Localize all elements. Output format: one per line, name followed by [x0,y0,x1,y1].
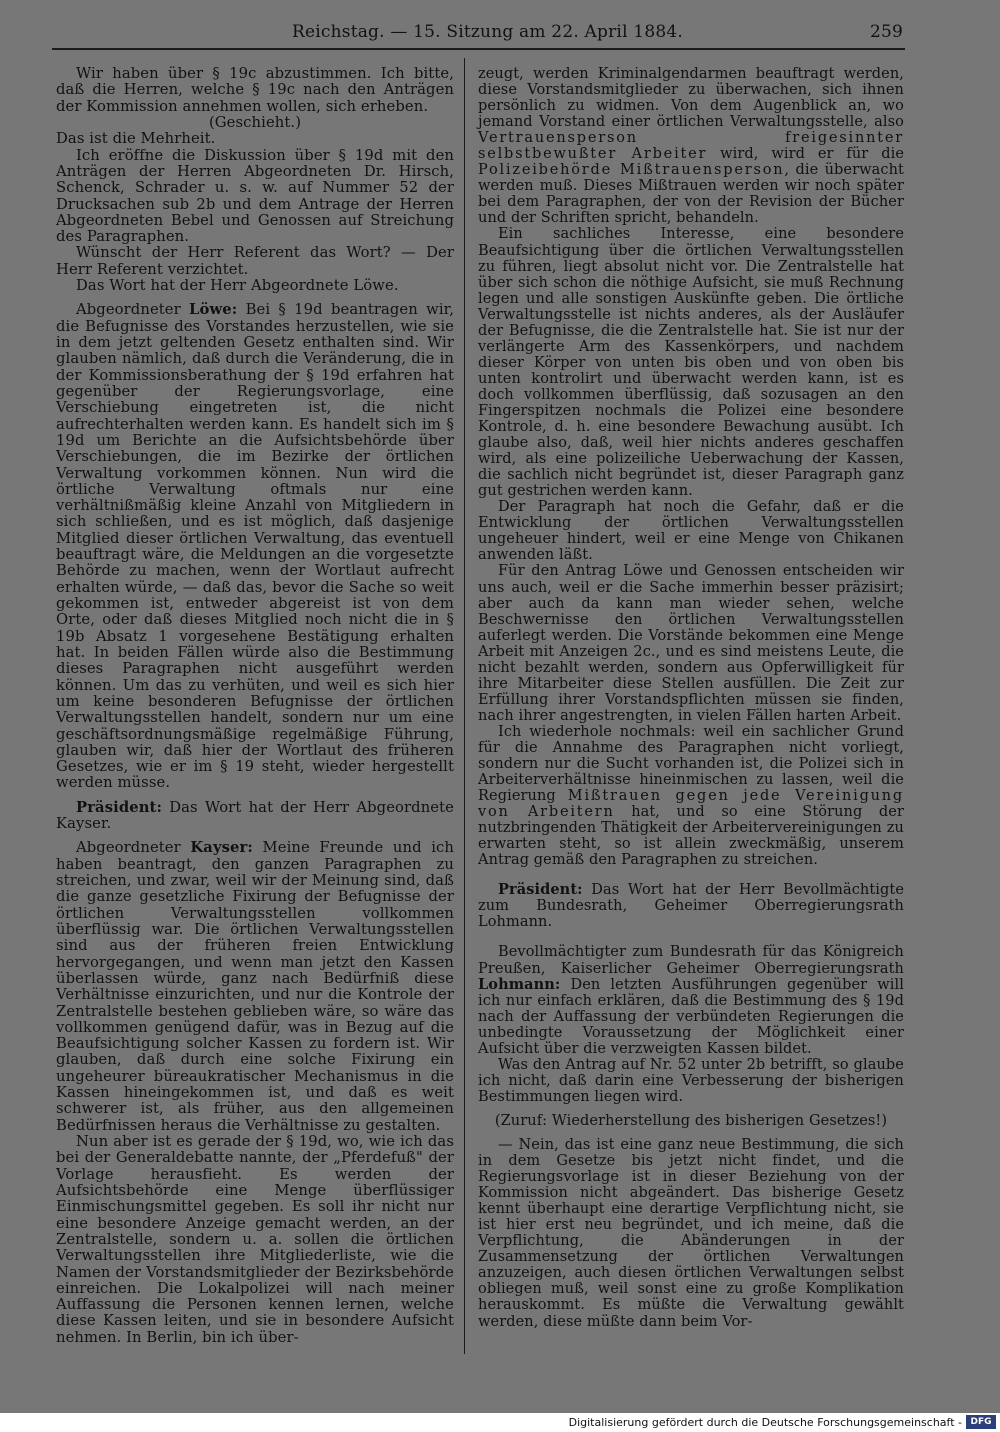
stage-direction: (Geschieht.) [208,113,302,131]
speaker-title: Bevollmächtigter zum Bundesrath für das Königreich Preußen, Kaiserlicher Geheimer Oberregierungsrath [478,944,904,977]
column-rule [464,58,465,1354]
paragraph: Das ist die Mehrheit. [56,130,216,148]
speech-lohmann [478,944,904,1056]
speaker-name: Lohmann: [478,975,561,993]
speech-loewe [56,302,454,791]
running-header [0,22,1000,48]
spaced-emphasis: Vertrauensperson freigesinnter selbstbewußter Arbeiter [478,130,904,163]
footer [0,1413,1000,1432]
speech-kayser [56,840,454,1134]
paragraph: Ein sachliches Interesse, eine besondere Beaufsichtigung über die örtlichen Verwaltungsstellen zu führen, liegt absolut nicht vor. Die Zentralstelle hat über sich schon die nöthige Aufsicht, sie muß Rechnung legen und alle sonstigen Auskünfte geben. Die örtliche Verwaltungsstelle ist nichts anderes, als der Ausläufer der Befugnisse, die die Zentralstelle hat. Sie ist nur der verlängerte Arm des Kassenkörpers, und nachdem dieser Körper von unten bis oben und von oben bis unten kontrolirt und überwacht werden kann, ist es doch vollkommen überflüssig, daß sozusagen an den Fingerspitzen nochmals die Polizei eine besondere Kontrole, d. h. eine besondere Bewachung ausübt. Ich glaube also, daß, weil hier nichts anderes geschaffen wird, als eine polizeiliche Ueberwachung der Kassen, die sachlich nicht begründet ist, dieser Paragraph ganz gut gestrichen werden kann. [478,226,904,500]
speaker-name: Löwe: [189,301,238,319]
speech-president [56,800,454,833]
text-run: zeugt, werden Kriminalgendarmen beauftragt werden, diese Vorstandsmitglieder zu überwachen, sich ihnen persönlich zu widmen. Von dem Augenblick an, wo jemand Vorstand einer örtlichen Verwaltungsstelle, also [478,66,904,131]
text-run: wird, wird er für die [707,146,904,163]
paragraph: Was den Antrag auf Nr. 52 unter 2b betrifft, so glaube ich nicht, daß darin eine Verbesserung der bisherigen Bestimmungen liegen wird. [478,1056,904,1105]
speech-text: Bei § 19d beantragen wir, die Befugnisse des Vorstandes herzustellen, wie sie in dem jetzt geltenden Gesetz enthalten sind. Wir glauben nämlich, daß durch die Veränderung, die in der Kommissionsberathung der § 19d erfahren hat gegenüber der Regierungsvorlage, eine Verschiebung eingetreten ist, die nicht aufrechterhalten werden kann. Es handelt sich im § 19d um Berichte an die Aufsichtsbehörde über Verschiebungen, die im Bezirke der örtlichen Verwaltung vorkommen können. Nun wird die örtliche Verwaltung oftmals nur eine verhältnißmäßig kleine Anzahl von Mitgliedern in sich schließen, und es ist möglich, daß dasjenige Mitglied dieser örtlichen Verwaltung, das eventuell beauftragt wäre, die Meldungen an die vorgesetzte Behörde zu machen, wenn der Wortlaut aufrecht erhalten würde, — daß das, bevor die Sache so weit gekommen ist, entweder abgereist ist von dem Orte, oder daß dieses Mitglied noch nicht die in § 19b Absatz 1 vorgesehene Bestätigung erhalten hat. In beiden Fällen würde also die Bestimmung dieses Paragraphen nicht ausgeführt werden können. Um das zu verhüten, und weil es sich hier um keine besonderen Befugnisse der örtlichen Verwaltungsstellen handelt, sondern nur um eine geschäftsordnungsmäßige regelmäßige Führung, glauben wir, daß hier der Wortlaut des früheren Gesetzes, wie er im § 19 steht, wieder hergestellt werden müsse. [56,301,454,792]
spaced-emphasis: Mißtrauen gegen jede Vereinigung von Arbeitern [478,788,905,821]
left-column [56,66,454,1346]
paragraph: Ich eröffne die Diskussion über § 19d mit den Anträgen der Herren Abgeordneten Dr. Hirsch, Schenck, Schrader u. s. w. auf Nummer 52 der Drucksachen sub 2b und dem Antrage der Herren Abgeordneten Bebel und Genossen auf Streichung des Paragraphen. [56,146,454,246]
paragraph [478,66,904,226]
speaker-name: Präsident: [498,881,583,899]
speaker-name: Präsident: [76,798,163,816]
text-run: , die überwacht werden muß. Dieses Mißtrauen werden wir noch später bei dem Paragraphen, der von der Revision der Bücher und der Schriften spricht, behandeln. [478,162,904,227]
speaker-title: Abgeordneter [76,839,191,857]
spaced-emphasis: Polizeibehörde Mißtrauensperson [478,162,785,179]
speech-president [478,882,904,930]
speech-text: Meine Freunde und ich haben beantragt, den ganzen Paragraphen zu streichen, und zwar, weil wir der Meinung sind, daß die ganze gesetzliche Fixirung der Befugnisse der örtlichen Verwaltungsstellen vollkommen überflüssig war. Die örtlichen Verwaltungsstellen sind aus der früheren freien Entwicklung hervorgegangen, und wenn man jetzt den Kassen überlassen würde, ganz nach Bedürfniß diese Verhältnisse einzurichten, und nur die Kontrole der Zentralstelle bestehen geblieben wäre, so wäre das vollkommen genügend dafür, was in Bezug auf die Beaufsichtigung solcher Kassen zu fordern ist. Wir glauben, daß durch eine solche Fixirung ein ungeheurer büreaukratischer Mechanismus in die Kassen hineingekommen ist, und daß es weit schwerer ist, als früher, aus den allgemeinen Bedürfnissen heraus die Verhältnisse zu gestalten. [56,839,454,1134]
paragraph: Nun aber ist es gerade der § 19d, wo, wie ich das bei der Generaldebatte nannte, der „Pferdefuß" der Vorlage herausfieht. Es werden der Aufsichtsbehörde eine Menge überflüssiger Einmischungsmittel gegeben. Es soll ihr nicht nur eine besondere Anzeige gemacht werden, an der Zentralstelle, sondern u. a. sollen die örtlichen Verwaltungsstellen ihre Mitgliederliste, wie die Namen der Vorstandsmitglieder der Bezirksbehörde einreichen. Die Lokalpolizei will nach meiner Auffassung die Personen kennen lernen, welche diese Kassen leiten, und sie in besondere Aufsicht nehmen. In Berlin, bin ich über- [56,1133,454,1346]
paragraph: — Nein, das ist eine ganz neue Bestimmung, die sich in dem Gesetze bis jetzt nicht findet, und die Regierungsvorlage ist in dieser Beziehung von der Kommission nicht abgeändert. Das bisherige Gesetz kennt überhaupt eine derartige Verpflichtung nicht, sie ist hier erst neu begründet, und ich meine, daß die Verpflichtung, die Abänderungen in der Zusammensetzung der örtlichen Verwaltungen anzuzeigen, auch diesen örtlichen Verwaltungen selbst obliegen muß, weil sonst eine zu große Komplikation herauskommt. Es müßte die Verwaltung gewählt werden, diese müßte dann beim Vor- [478,1137,904,1330]
running-title: Reichstag. — 15. Sitzung am 22. April 1884. [292,22,683,42]
page-number: 259 [870,22,904,42]
paragraph: Für den Antrag Löwe und Genossen entscheiden wir uns auch, weil er die Sache immerhin besser präzisirt; aber auch da kann man wieder sehen, welche Beschwernisse den örtlichen Verwaltungsstellen auferlegt werden. Die Vorstände bekommen eine Menge Arbeit mit Anzeigen 2c., und es sind meistens Leute, die nicht bezahlt werden, sondern aus Opferwilligkeit für ihre Mitarbeiter diese Stellen ausfüllen. Die Zeit zur Erfüllung ihrer Vorstandspflichten müssen sie finden, nach ihrer angestrengten, in vielen Fällen harten Arbeit. [478,563,904,724]
dfg-logo: DFG [966,1415,996,1429]
speech-text: Den letzten Ausführungen gegenüber will ich nur einfach erklären, daß die Bestimmung des § 19d nach der Auffassung der verbündeten Regierungen die unbedingte Voraussetzung der Möglichkeit einer Aufsicht über die verzweigten Kassen bildet. [478,976,904,1057]
text-run: Ich wiederhole nochmals: weil ein sachlicher Grund für die Annahme des Paragraphen nicht vorliegt, sondern nur die Sucht vorhanden ist, die Polizei sich in Arbeiterverhältnisse hineinmischen zu lassen, weil die Regierung [478,723,904,805]
paragraph: Der Paragraph hat noch die Gefahr, daß er die Entwicklung der örtlichen Verwaltungsstellen ungeheuer hindert, weil er eine Menge von Chikanen anwenden läßt. [478,499,904,564]
text-run: hat, und so eine Störung der nutzbringenden Thätigkeit der Arbeitervereinigungen zu erwarten steht, so ist allein zweckmäßig, unserem Antrag gemäß den Paragraphen zu streichen. [478,804,904,869]
speech-text: Das Wort hat der Herr Bevollmächtigte zum Bundesrath, Geheimer Oberregierungsrath Lohmann. [478,882,905,931]
speaker-name: Kayser: [190,839,253,857]
header-rule [52,48,905,50]
paragraph: Das Wort hat der Herr Abgeordnete Löwe. [76,277,399,295]
interjection: (Zuruf: Wiederherstellung des bisherigen Gesetzes!) [494,1112,888,1129]
right-column [478,66,904,1330]
paragraph: Wünscht der Herr Referent das Wort? — Der Herr Referent verzichtet. [56,244,454,278]
speech-text: Das Wort hat der Herr Abgeordnete Kayser. [56,798,454,833]
speaker-title: Abgeordneter [76,301,190,319]
digitization-credit: Digitalisierung gefördert durch die Deutsche Forschungsgemeinschaft - [568,1416,962,1429]
paragraph [478,724,904,868]
paragraph: Wir haben über § 19c abzustimmen. Ich bitte, daß die Herren, welche § 19c nach den Anträgen der Kommission annehmen wollen, sich erheben. [56,65,454,115]
